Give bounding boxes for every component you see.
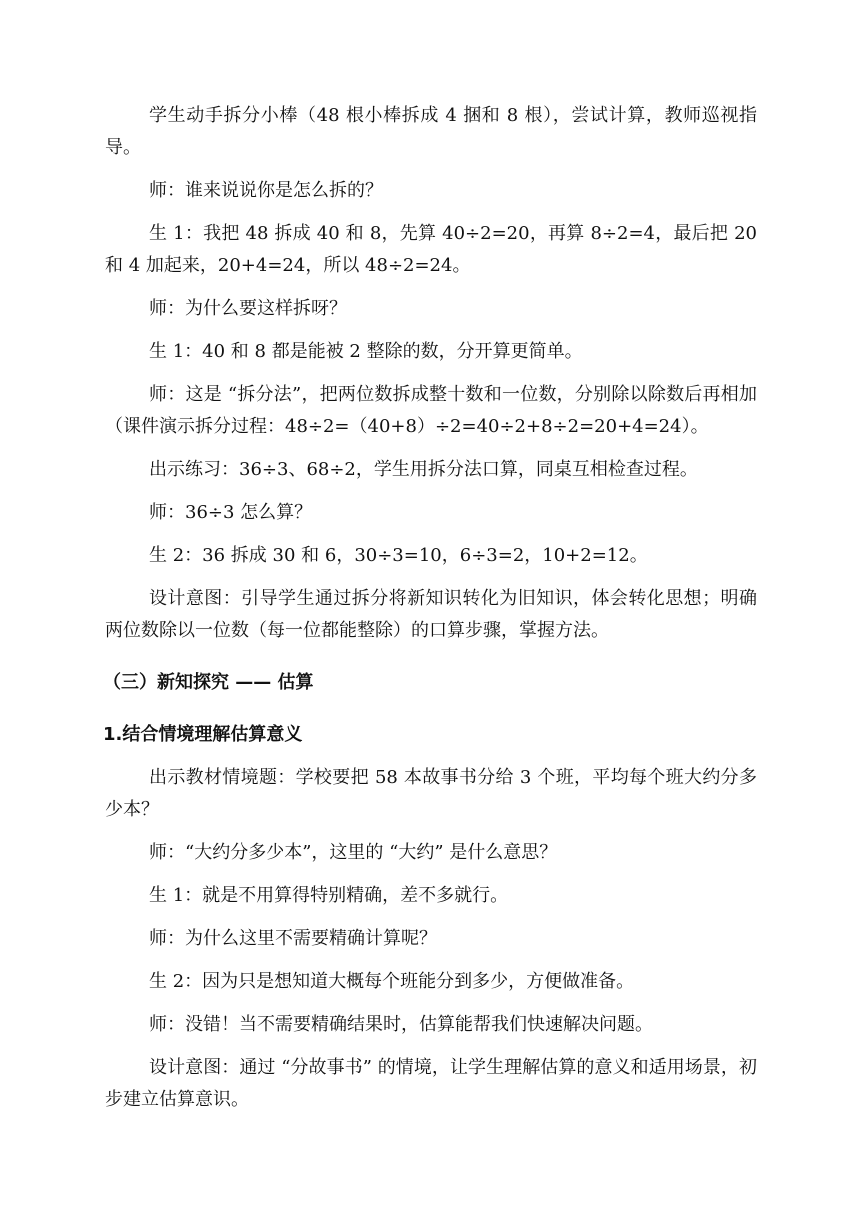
paragraph: 生 1：就是不用算得特别精确，差不多就行。 xyxy=(149,885,509,906)
paragraph: 出示教材情境题：学校要把 58 本故事书分给 3 个班，平均每个班大约分多少本？ xyxy=(105,767,757,820)
subsection-heading: 1.结合情境理解估算意义 xyxy=(103,724,303,745)
paragraph: 生 2：36 拆成 30 和 6，30÷3=10，6÷3=2，10+2=12。 xyxy=(149,545,648,566)
paragraph: 生 1：我把 48 拆成 40 和 8，先算 40÷2=20，再算 8÷2=4，最后把 20 和 4 加起来，20+4=24，所以 48÷2=24。 xyxy=(105,223,757,276)
paragraph: 师：没错！当不需要精确结果时，估算能帮我们快速解决问题。 xyxy=(149,1014,653,1035)
paragraph: 师：“大约分多少本”，这里的 “大约” 是什么意思？ xyxy=(149,842,558,863)
paragraph: 师：为什么要这样拆呀？ xyxy=(149,298,347,319)
paragraph: 师：36÷3 怎么算？ xyxy=(149,502,313,523)
paragraph: 生 2：因为只是想知道大概每个班能分到多少，方便做准备。 xyxy=(149,971,635,992)
section-heading: （三）新知探究 —— 估算 xyxy=(103,672,314,693)
paragraph: 出示练习：36÷3、68÷2，学生用拆分法口算，同桌互相检查过程。 xyxy=(149,459,698,480)
paragraph: 师：为什么这里不需要精确计算呢？ xyxy=(149,928,437,949)
paragraph: 师：谁来说说你是怎么拆的？ xyxy=(149,180,383,201)
paragraph: 学生动手拆分小棒（48 根小棒拆成 4 捆和 8 根），尝试计算，教师巡视指导。 xyxy=(105,105,757,158)
design-intent-paragraph: 设计意图：通过 “分故事书” 的情境，让学生理解估算的意义和适用场景，初步建立估算意识。 xyxy=(105,1057,757,1110)
document-page xyxy=(105,100,757,1116)
design-intent-paragraph: 设计意图：引导学生通过拆分将新知识转化为旧知识，体会转化思想；明确两位数除以一位数（每一位都能整除）的口算步骤，掌握方法。 xyxy=(105,588,757,641)
paragraph: 师：这是 “拆分法”，把两位数拆成整十数和一位数，分别除以除数后再相加（课件演示拆分过程：48÷2=（40+8）÷2=40÷2+8÷2=20+4=24）。 xyxy=(105,384,757,437)
paragraph: 生 1：40 和 8 都是能被 2 整除的数，分开算更简单。 xyxy=(149,341,583,362)
